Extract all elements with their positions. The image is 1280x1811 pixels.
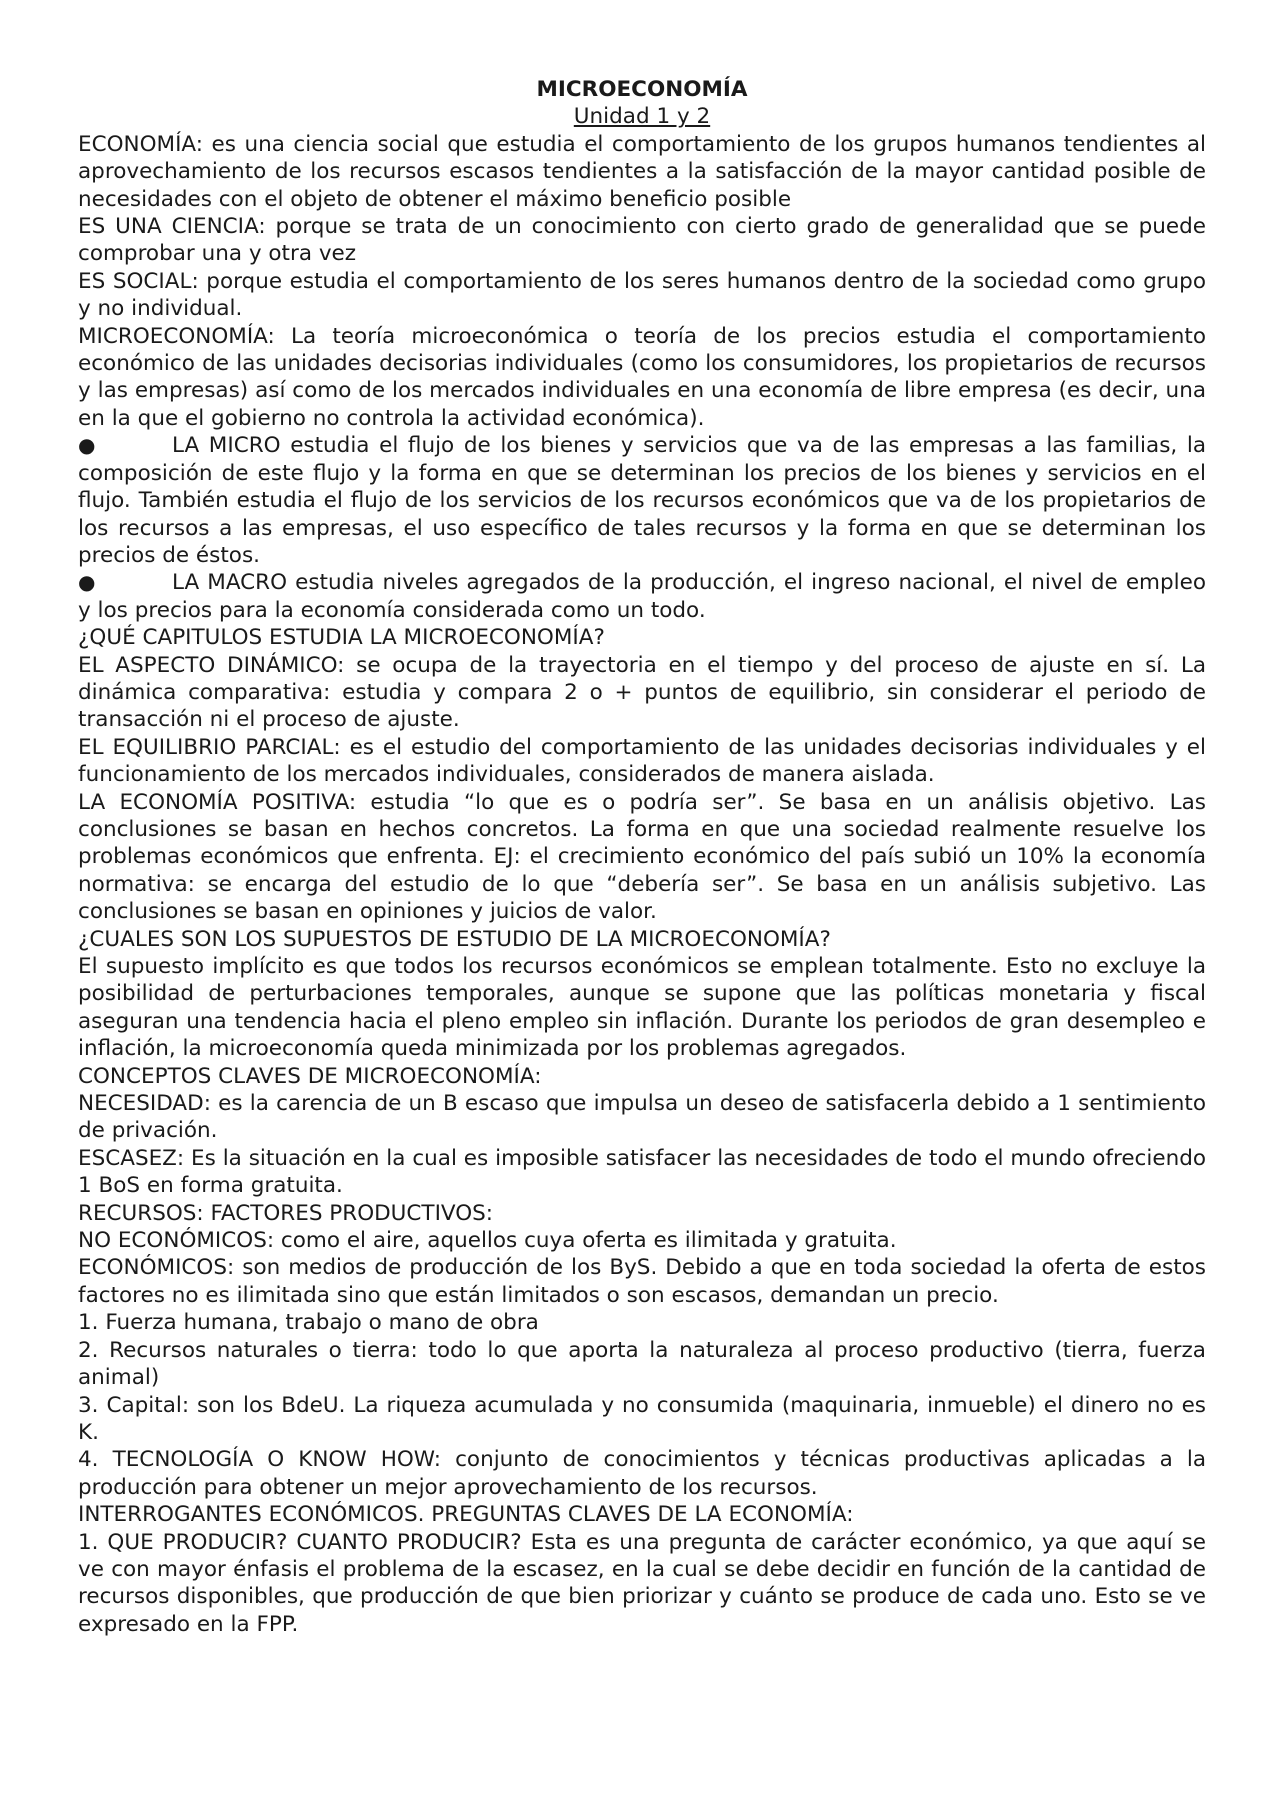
heading-recursos: RECURSOS: FACTORES PRODUCTIVOS: [78, 1200, 494, 1226]
bullet-item-macro [78, 569, 1206, 624]
paragraph-economia: ECONOMÍA: es una ciencia social que estudia el comportamiento de los grupos humanos tendientes al aprovechamiento de los recursos escasos tendientes a la satisfacción de la mayor cantidad posible de necesidades con el objeto de obtener el máximo beneficio posible [78, 131, 1206, 212]
heading-capitulos: ¿QUÉ CAPITULOS ESTUDIA LA MICROECONOMÍA? [78, 625, 605, 651]
document-page [78, 76, 1206, 1638]
bullet-text: LA MACRO estudia niveles agregados de la producción, el ingreso nacional, el nivel de empleo y los precios para la economía considerada como un todo. [78, 570, 1206, 623]
heading-conceptos-claves: CONCEPTOS CLAVES DE MICROECONOMÍA: [78, 1063, 542, 1089]
paragraph-microeconomia: MICROECONOMÍA: La teoría microeconómica o teoría de los precios estudia el comportamiento económico de las unidades decisorias individuales (como los consumidores, los propietarios de recursos y las empresas) así como de los mercados individuales en una economía de libre empresa (es decir, una en la que el gobierno no controla la actividad económica). [78, 323, 1206, 431]
list-item-recursos-naturales: 2. Recursos naturales o tierra: todo lo que aporta la naturaleza al proceso productivo (tierra, fuerza animal) [78, 1337, 1206, 1391]
bullet-text: LA MICRO estudia el flujo de los bienes y servicios que va de las empresas a las familias, la composición de este flujo y la forma en que se determinan los precios de los bienes y servicios en el flujo. También estudia el flujo de los servicios de los recursos económicos que va de los propietarios de los recursos a las empresas, el uso específico de tales recursos y la forma en que se determinan los precios de éstos. [78, 433, 1206, 568]
document-title: MICROECONOMÍA [536, 77, 748, 102]
heading-interrogantes: INTERROGANTES ECONÓMICOS. PREGUNTAS CLAVES DE LA ECONOMÍA: [78, 1502, 854, 1528]
subtitle-text: Unidad 1 y 2 [573, 104, 711, 130]
paragraph-economicos: ECONÓMICOS: son medios de producción de los ByS. Debido a que en toda sociedad la oferta de estos factores no es ilimitada sino que están limitados o son escasos, demandan un precio. [78, 1255, 1206, 1308]
paragraph-supuesto-implicito: El supuesto implícito es que todos los recursos económicos se emplean totalmente. Esto no excluye la posibilidad de perturbaciones temporales, aunque se supone que las políticas monetaria y fiscal aseguran una tendencia hacia el pleno empleo sin inflación. Durante los periodos de gran desempleo e inflación, la microeconomía queda minimizada por los problemas agregados. [78, 954, 1206, 1062]
bullet-icon: ● [78, 433, 96, 458]
bullet-icon: ● [78, 570, 96, 595]
bullet-item-micro [78, 432, 1206, 569]
list-item-fuerza-humana: 1. Fuerza humana, trabajo o mano de obra [78, 1310, 539, 1336]
document-subtitle [78, 103, 1206, 130]
list-item-que-producir: 1. QUE PRODUCIR? CUANTO PRODUCIR? Esta es una pregunta de carácter económico, ya que aquí se ve con mayor énfasis el problema de la escasez, en la cual se debe decidir en función de la cantidad de recursos disponibles, que producción de que bien priorizar y cuánto se produce de cada uno. Esto se ve expresado en la FPP. [78, 1529, 1206, 1637]
paragraph-equilibrio-parcial: EL EQUILIBRIO PARCIAL: es el estudio del comportamiento de las unidades decisorias individuales y el funcionamiento de los mercados individuales, considerados de manera aislada. [78, 734, 1206, 788]
paragraph-escasez: ESCASEZ: Es la situación en la cual es imposible satisfacer las necesidades de todo el mundo ofreciendo 1 BoS en forma gratuita. [78, 1145, 1206, 1199]
list-item-capital: 3. Capital: son los BdeU. La riqueza acumulada y no consumida (maquinaria, inmueble) el dinero no es K. [78, 1392, 1206, 1445]
paragraph-es-una-ciencia: ES UNA CIENCIA: porque se trata de un conocimiento con cierto grado de generalidad que se puede comprobar una y otra vez [78, 214, 1206, 267]
paragraph-necesidad: NECESIDAD: es la carencia de un B escaso que impulsa un deseo de satisfacerla debido a 1 sentimiento de privación. [78, 1091, 1206, 1144]
paragraph-economia-positiva: LA ECONOMÍA POSITIVA: estudia “lo que es o podría ser”. Se basa en un análisis objetivo. Las conclusiones se basan en hechos concretos. La forma en que una sociedad realmente resuelve los problemas económicos que enfrenta. EJ: el crecimiento económico del país subió un 10% la economía normativa: se encarga del estudio de lo que “debería ser”. Se basa en un análisis subjetivo. Las conclusiones se basan en opiniones y juicios de valor. [78, 789, 1206, 925]
paragraph-no-economicos: NO ECONÓMICOS: como el aire, aquellos cuya oferta es ilimitada y gratuita. [78, 1228, 897, 1254]
heading-supuestos: ¿CUALES SON LOS SUPUESTOS DE ESTUDIO DE LA MICROECONOMÍA? [78, 926, 831, 952]
paragraph-es-social: ES SOCIAL: porque estudia el comportamiento de los seres humanos dentro de la sociedad como grupo y no individual. [78, 268, 1206, 322]
paragraph-aspecto-dinamico: EL ASPECTO DINÁMICO: se ocupa de la trayectoria en el tiempo y del proceso de ajuste en sí. La dinámica comparativa: estudia y compara 2 o + puntos de equilibrio, sin considerar el periodo de transacción ni el proceso de ajuste. [78, 652, 1206, 733]
list-item-tecnologia: 4. TECNOLOGÍA O KNOW HOW: conjunto de conocimientos y técnicas productivas aplicadas a la producción para obtener un mejor aprovechamiento de los recursos. [78, 1447, 1206, 1500]
